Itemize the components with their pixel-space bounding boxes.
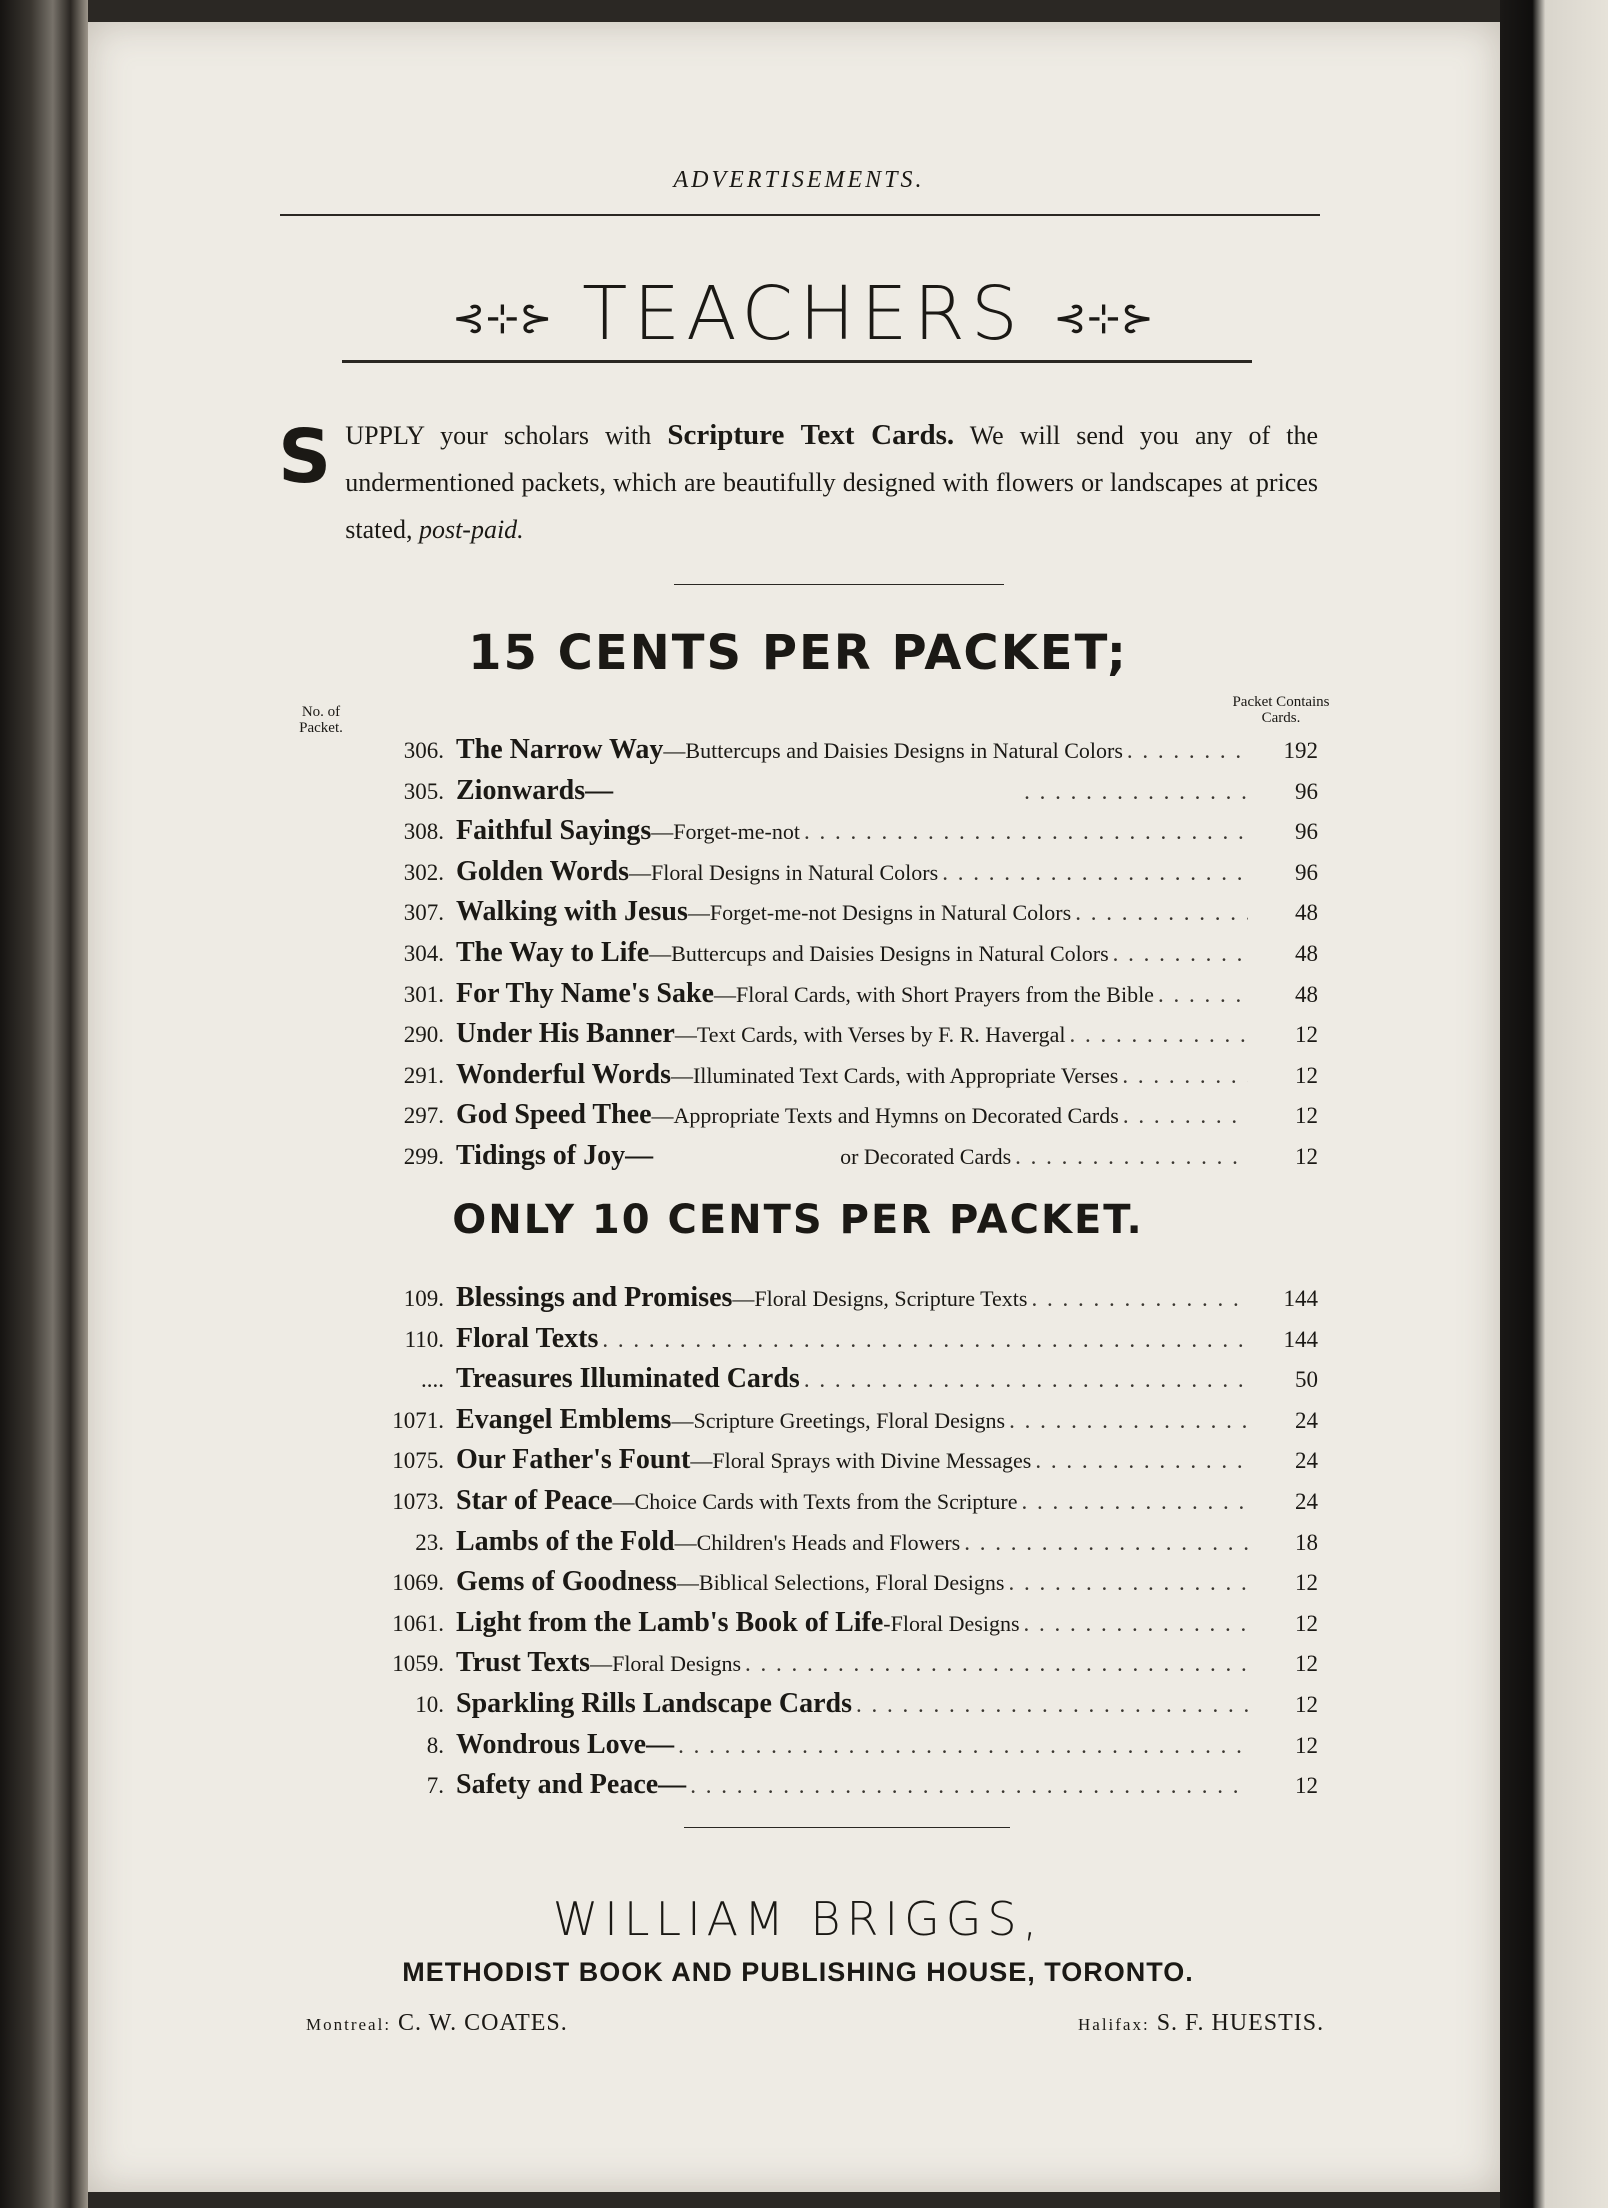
packet-description (613, 779, 1020, 805)
book-spine-edge (0, 0, 88, 2208)
divider-rule-2 (684, 1827, 1010, 1828)
packet-row (278, 1526, 1318, 1566)
packet-description: —Floral Designs in Natural Colors (628, 859, 939, 885)
packet-row (278, 775, 1318, 815)
packet-card-count: 192 (1283, 738, 1318, 763)
montreal-agent (306, 2010, 568, 2037)
packet-name: Trust Texts (456, 1647, 591, 1679)
packet-card-count: 96 (1295, 778, 1318, 804)
packet-row (278, 734, 1318, 774)
advertisement-page (88, 22, 1500, 2192)
packet-row (278, 1404, 1318, 1444)
packet-name: Treasures Illuminated Cards (456, 1363, 800, 1395)
intro-bold: Scripture Text Cards. (667, 419, 955, 451)
packet-number: 1073. (392, 1489, 444, 1514)
packet-row (278, 1688, 1318, 1728)
dot-leader (800, 1367, 1248, 1393)
dot-leader (1027, 1286, 1248, 1312)
packet-description: —Buttercups and Daisies Designs in Natural Colors (663, 738, 1123, 763)
packet-number: 297. (403, 1103, 444, 1129)
dot-leader (1020, 779, 1248, 805)
packet-number: 110. (404, 1326, 444, 1352)
packet-number: 1059. (392, 1651, 444, 1677)
packet-number: 10. (415, 1692, 444, 1717)
packet-name: Gems of Goodness (456, 1566, 677, 1598)
packet-name: God Speed Thee (456, 1099, 652, 1131)
dot-leader (598, 1327, 1248, 1353)
dot-leader (800, 819, 1248, 845)
dot-leader (1109, 941, 1248, 967)
packet-name: Floral Texts (456, 1322, 599, 1354)
packet-row (278, 1018, 1318, 1058)
packet-description: —Forget-me-not Designs in Natural Colors (687, 900, 1072, 926)
packet-number: 7. (426, 1773, 444, 1799)
packet-card-count: 50 (1295, 1367, 1318, 1393)
packet-name: Zionwards— (456, 774, 614, 806)
packet-description: —Floral Designs, Scripture Texts (732, 1286, 1028, 1311)
page-title (388, 271, 1218, 357)
packet-row (278, 1566, 1318, 1606)
packet-number: 1071. (392, 1407, 444, 1433)
intro-italic: post-paid. (418, 515, 524, 544)
dot-leader (741, 1651, 1248, 1677)
packet-description: —Forget-me-not (651, 819, 800, 845)
packet-row (278, 978, 1318, 1018)
publishing-house: METHODIST BOOK AND PUBLISHING HOUSE, TORONTO. (402, 1957, 1194, 1987)
section2-heading: ONLY 10 CENTS PER PACKET. (452, 1197, 1144, 1243)
packet-number: 8. (426, 1732, 444, 1758)
dot-leader (1154, 982, 1248, 1008)
packet-row (278, 1769, 1318, 1809)
packet-name: For Thy Name's Sake (456, 977, 714, 1009)
ornament-left-icon: ⊰⊹⊱ (452, 295, 553, 342)
packet-row (278, 1444, 1318, 1484)
packet-name: The Way to Life (456, 937, 650, 968)
packet-description: —Illuminated Text Cards, with Appropriate Verses (670, 1062, 1119, 1088)
packet-name: Faithful Sayings (456, 815, 652, 847)
packet-number: .... (421, 1367, 444, 1393)
packet-name: Sparkling Rills Landscape Cards (456, 1688, 852, 1719)
packet-number: 304. (403, 941, 444, 966)
col-header-number: No. of Packet. (299, 704, 343, 736)
packet-card-count: 24 (1295, 1407, 1318, 1433)
dot-leader (1065, 1022, 1248, 1048)
packet-number: 109. (403, 1286, 444, 1311)
packet-description: —Floral Cards, with Short Prayers from the Bible (714, 981, 1154, 1007)
montreal-label: Montreal: (306, 2015, 392, 2034)
halifax-agent (1078, 2010, 1324, 2037)
packet-description: —Choice Cards with Texts from the Scripture (612, 1489, 1018, 1514)
dot-leader (1005, 1408, 1248, 1434)
packet-card-count: 24 (1295, 1489, 1318, 1514)
packet-number: 23. (415, 1529, 444, 1555)
packet-card-count: 96 (1295, 819, 1318, 845)
packet-name: Golden Words (456, 855, 629, 887)
packet-number: 305. (403, 778, 444, 804)
title-rule (342, 360, 1252, 363)
drop-cap: S (278, 414, 332, 500)
dot-leader (852, 1692, 1248, 1718)
dot-leader (1031, 1448, 1248, 1474)
dot-leader (1011, 1144, 1248, 1170)
packet-card-count: 18 (1295, 1529, 1318, 1555)
packet-name: Lambs of the Fold (456, 1525, 675, 1557)
ornament-right-icon: ⊰⊹⊱ (1053, 295, 1154, 342)
packet-number: 307. (403, 900, 444, 926)
packet-card-count: 12 (1295, 1692, 1318, 1717)
intro-paragraph (278, 412, 1318, 553)
halifax-name: S. F. HUESTIS. (1156, 2010, 1325, 2036)
dot-leader (1118, 1063, 1248, 1089)
packet-row (278, 1059, 1318, 1099)
packet-card-count: 48 (1295, 900, 1318, 926)
packet-card-count: 12 (1295, 1732, 1318, 1758)
packet-number: 299. (403, 1144, 444, 1169)
header-rule (280, 214, 1320, 216)
packet-row (278, 1607, 1318, 1647)
packet-name: Under His Banner (456, 1018, 675, 1050)
packet-row (278, 856, 1318, 896)
packet-description: —Floral Sprays with Divine Messages (690, 1448, 1032, 1474)
dot-leader (686, 1773, 1248, 1799)
packet-description: —Appropriate Texts and Hymns on Decorated Cards (651, 1103, 1119, 1129)
packet-name: Our Father's Fount (456, 1444, 691, 1476)
packet-card-count: 144 (1283, 1286, 1318, 1311)
packet-row (278, 1140, 1318, 1180)
packet-row (278, 1647, 1318, 1687)
dot-leader (938, 860, 1248, 886)
packet-name: Star of Peace (456, 1485, 613, 1516)
packet-row (278, 1363, 1318, 1403)
packet-number: 301. (403, 981, 444, 1007)
running-header: ADVERTISEMENTS. (673, 167, 925, 193)
title-text: TEACHERS (582, 271, 1024, 357)
packet-name: Wondrous Love— (456, 1728, 675, 1760)
packet-card-count: 24 (1295, 1448, 1318, 1474)
packet-name: Safety and Peace— (456, 1769, 687, 1801)
publisher-name: WILLIAM BRIGGS, (552, 1892, 1044, 1946)
packet-row (278, 896, 1318, 936)
dot-leader (674, 1733, 1248, 1759)
packet-row (278, 815, 1318, 855)
packet-description: —Scripture Greetings, Floral Designs (671, 1407, 1006, 1433)
divider-rule-1 (674, 584, 1004, 585)
packet-card-count: 12 (1295, 1651, 1318, 1677)
col-header-count: Packet Contains Cards. (1232, 694, 1330, 726)
intro-text-2: We will send you any of the undermentioned packets, which are beautifully designed with flowers or landscapes at prices stated, (345, 421, 1318, 544)
packet-name: Blessings and Promises (456, 1282, 733, 1313)
packet-row (278, 1099, 1318, 1139)
packet-description: —Biblical Selections, Floral Designs (676, 1570, 1005, 1596)
packet-row (278, 1729, 1318, 1769)
packet-name: Light from the Lamb's Book of Life (456, 1606, 884, 1638)
dot-leader (1018, 1489, 1248, 1515)
packet-name: Wonderful Words (456, 1058, 671, 1090)
packet-row (278, 937, 1318, 977)
packet-card-count: 48 (1295, 941, 1318, 966)
packet-number: 290. (403, 1022, 444, 1048)
packet-description: —Floral Designs (590, 1651, 742, 1677)
montreal-name: C. W. COATES. (398, 2010, 568, 2036)
packet-name: Walking with Jesus (456, 896, 688, 928)
packet-card-count: 12 (1295, 1610, 1318, 1636)
packet-number: 308. (403, 819, 444, 845)
packet-number: 1075. (392, 1448, 444, 1474)
packet-description: —Buttercups and Daisies Designs in Natural Colors (649, 941, 1109, 966)
packet-number: 306. (403, 738, 444, 763)
intro-text-1: UPPLY your scholars with (345, 421, 668, 450)
dot-leader (1119, 1103, 1248, 1129)
packet-description: or Decorated Cards (653, 1144, 1012, 1169)
packet-name: Tidings of Joy— (456, 1140, 654, 1171)
dot-leader (1071, 900, 1248, 926)
packet-row (278, 1485, 1318, 1525)
packet-row (278, 1323, 1318, 1363)
packet-card-count: 12 (1295, 1773, 1318, 1799)
packet-card-count: 48 (1295, 981, 1318, 1007)
facing-page-edge (1500, 0, 1608, 2208)
packet-number: 302. (403, 859, 444, 885)
section1-heading: 15 CENTS PER PACKET; (468, 625, 1128, 681)
dot-leader (1004, 1570, 1248, 1596)
packet-card-count: 12 (1295, 1144, 1318, 1169)
packet-name: Evangel Emblems (456, 1403, 672, 1435)
packet-number: 1061. (392, 1610, 444, 1636)
packet-description: -Floral Designs (883, 1610, 1020, 1636)
packet-number: 291. (403, 1062, 444, 1088)
packet-number: 1069. (392, 1570, 444, 1596)
packet-description: —Text Cards, with Verses by F. R. Havergal (674, 1022, 1066, 1048)
packet-name: The Narrow Way (456, 734, 664, 765)
packet-card-count: 96 (1295, 859, 1318, 885)
packet-card-count: 144 (1283, 1326, 1318, 1352)
packet-card-count: 12 (1295, 1022, 1318, 1048)
dot-leader (960, 1530, 1248, 1556)
packet-card-count: 12 (1295, 1570, 1318, 1596)
packet-card-count: 12 (1295, 1062, 1318, 1088)
packet-description: —Children's Heads and Flowers (674, 1529, 961, 1555)
packet-row (278, 1282, 1318, 1322)
halifax-label: Halifax: (1078, 2015, 1150, 2034)
packet-card-count: 12 (1295, 1103, 1318, 1129)
dot-leader (1123, 738, 1248, 764)
dot-leader (1020, 1611, 1248, 1637)
